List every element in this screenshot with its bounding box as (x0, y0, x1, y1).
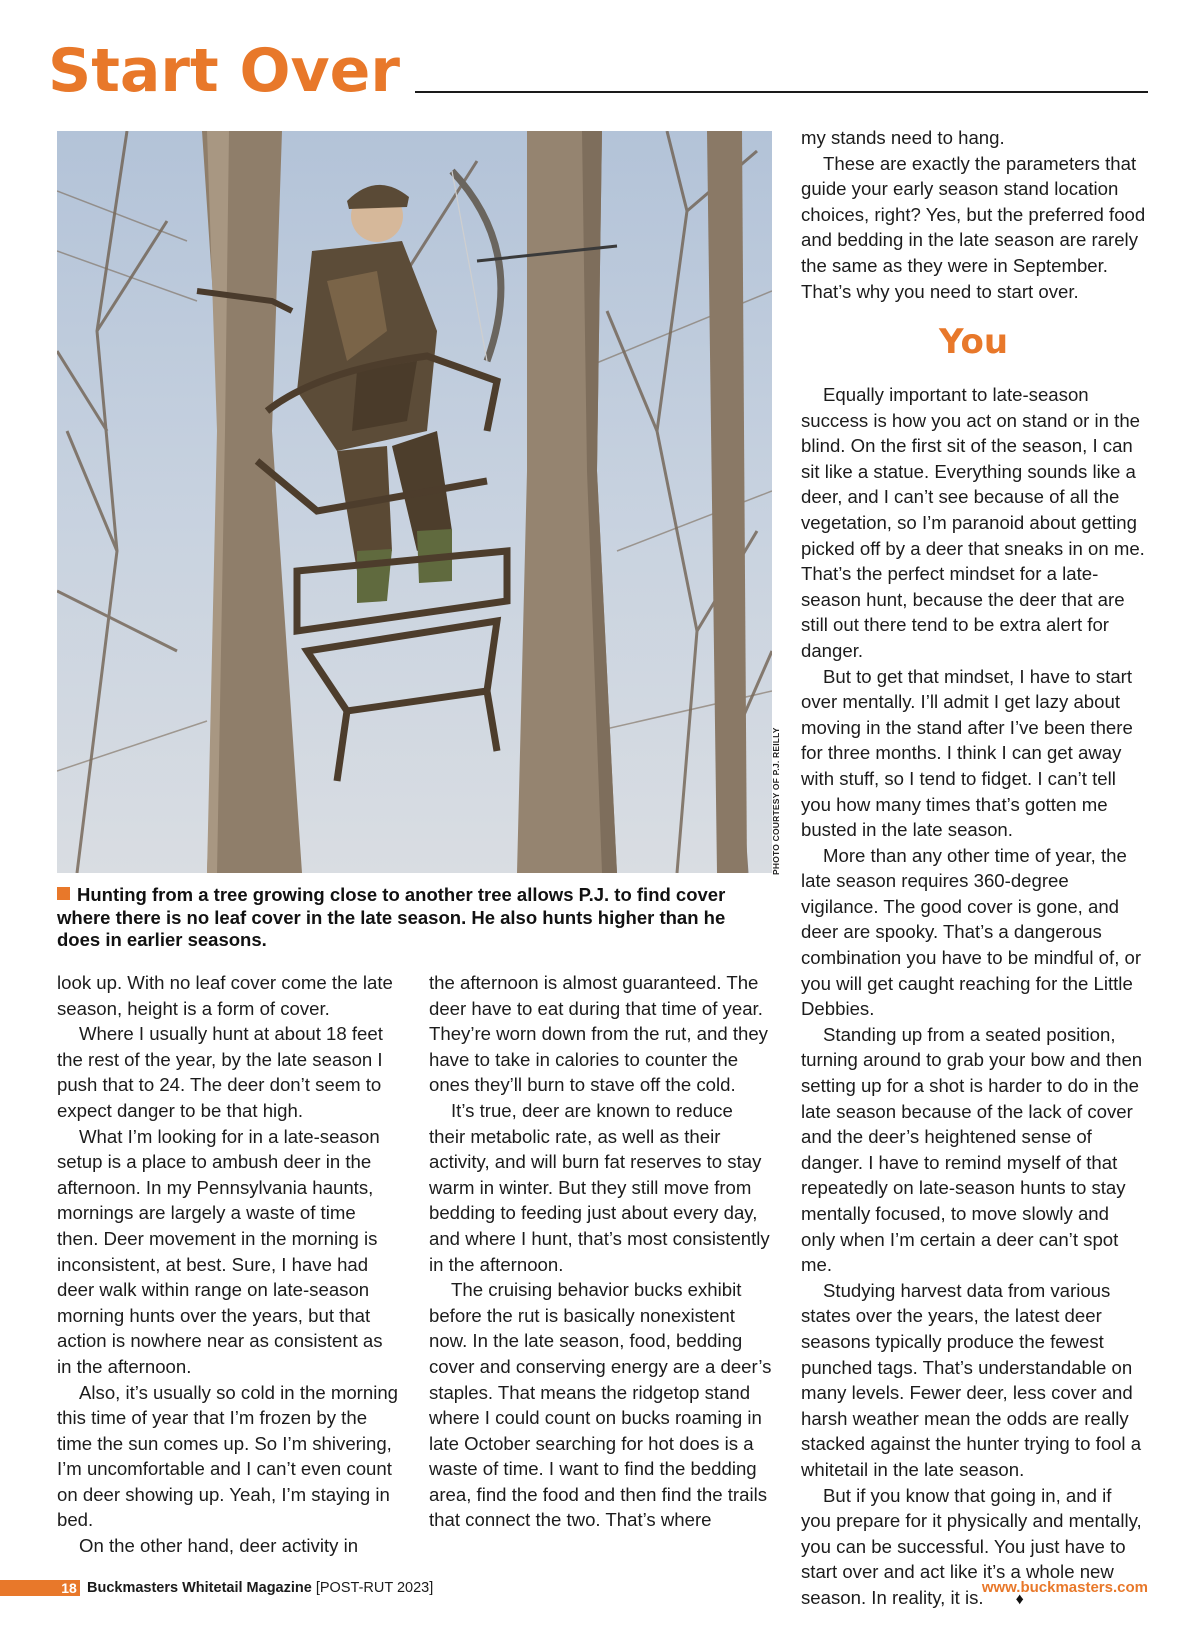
paragraph: look up. With no leaf cover come the late season, height is a form of cover. (57, 972, 393, 1019)
paragraph: my stands need to hang. (801, 127, 1005, 148)
article-column-2 (429, 970, 774, 1533)
paragraph: These are exactly the parameters that guide your early season stand location choices, right? Yes, but the preferred food and bedding in the late season are rarely the same as they were in September. That’s why you need to start over. (801, 152, 1146, 302)
paragraph: The cruising behavior bucks exhibit before the rut is basically nonexistent now. In the late season, food, bedding cover and conserving energy are a deer’s staples. That means the ridgetop stand where I could count on bucks roaming in late October searching for hot does is a waste of time. I want to find the bedding area, find the food and then find the trails that connect the two. That’s where (429, 1279, 772, 1531)
magazine-name: Buckmasters Whitetail Magazine (87, 1580, 312, 1596)
paragraph: On the other hand, deer activity in (79, 1535, 359, 1557)
title-rule (415, 91, 1148, 93)
article-column-3-top (801, 125, 1146, 304)
caption-text: Hunting from a tree growing close to another tree allows P.J. to find cover where there is no leaf cover in the late season. He also hunts higher than he does in earlier seasons. (57, 884, 726, 950)
article-column-1 (57, 970, 402, 1559)
section-subhead: You (938, 322, 1009, 362)
hunter-in-treestand-illustration (57, 131, 772, 873)
page-title: Start Over (48, 36, 400, 106)
paragraph: More than any other time of year, the late season requires 360-degree vigilance. The good cover is gone, and deer are spooky. That’s a dangerous combination you have to be mindful of, or you will get caught reaching for the Little Debbies. (801, 844, 1142, 1020)
caption-square-icon (57, 887, 70, 900)
paragraph: It’s true, deer are known to reduce their metabolic rate, as well as their activity, and will burn fat reserves to stay warm in winter. But they still move from bedding to feeding just about every day, and where I hunt, that’s most consistently in the afternoon. (429, 1099, 770, 1275)
footer-url[interactable]: www.buckmasters.com (981, 1579, 1148, 1596)
paragraph: But to get that mindset, I have to start over mentally. I’ll admit I get lazy about moving in the stand after I’ve been there for three months. I think I can get away with stuff, so I tend to fidget. I can’t tell you how many times that’s gotten me busted in the late season. (801, 665, 1133, 841)
page-number: 18 (58, 1580, 80, 1596)
paragraph: Where I usually hunt at about 18 feet the rest of the year, by the late season I push that to 24. The deer don’t seem to expect danger to be that high. (57, 1023, 383, 1121)
paragraph: Standing up from a seated position, turning around to grab your bow and then setting up for a shot is harder to do in the late season because of the lack of cover and the deer’s heightened sense of danger. I have to remind myself of that repeatedly on late-season hunts to stay mentally focused, to move slowly and only when I’m certain a deer can’t spot me. (801, 1023, 1143, 1276)
article-column-3 (801, 382, 1146, 1613)
paragraph: Also, it’s usually so cold in the morning this time of year that I’m frozen by the time the sun comes up. So I’m shivering, I’m uncomfortable and I can’t even count on deer showing up. Yeah, I’m staying in bed. (57, 1381, 399, 1531)
paragraph: Studying harvest data from various states over the years, the latest deer seasons typically produce the fewest punched tags. That’s understandable on many levels. Fewer deer, less cover and harsh weather mean the odds are really stacked against the hunter trying to fool a whitetail in the late season. (801, 1279, 1142, 1480)
paragraph: What I’m looking for in a late-season setup is a place to ambush deer in the afternoon. In my Pennsylvania haunts, mornings are largely a waste of time then. Deer movement in the morning is inconsistent, at best. Sure, I have had deer walk within range on late-season morning hunts over the years, but that action is nowhere near as consistent as in the afternoon. (57, 1125, 383, 1377)
hunter-photo (57, 131, 772, 873)
deer-track-icon: ♦ (1015, 1590, 1024, 1608)
photo-caption (57, 884, 772, 952)
paragraph-text: But if you know that going in, and if you prepare for it physically and mentally, you can be successful. You just have to start over and act like it’s a whole new season. In reality, it is. (801, 1484, 1142, 1608)
footer-magazine (87, 1579, 433, 1597)
paragraph: the afternoon is almost guaranteed. The deer have to eat during that time of year. They’re worn down from the rut, and they have to take in calories to counter the ones they’ll burn to stave off the cold. (429, 972, 768, 1096)
paragraph: Equally important to late-season success is how you act on stand or in the blind. On the first sit of the season, I can sit like a statue. Everything sounds like a deer, and I can’t see because of all the vegetation, so I’m paranoid about getting picked off by a deer that sneaks in on me. That’s the perfect mindset for a late-season hunt, because the deer that are still out there tend to be extra alert for danger. (801, 384, 1145, 661)
issue-label: [POST-RUT 2023] (315, 1580, 434, 1596)
photo-credit: PHOTO COURTESY OF P.J. REILLY (771, 727, 781, 875)
footer-accent-bar (0, 1580, 60, 1596)
